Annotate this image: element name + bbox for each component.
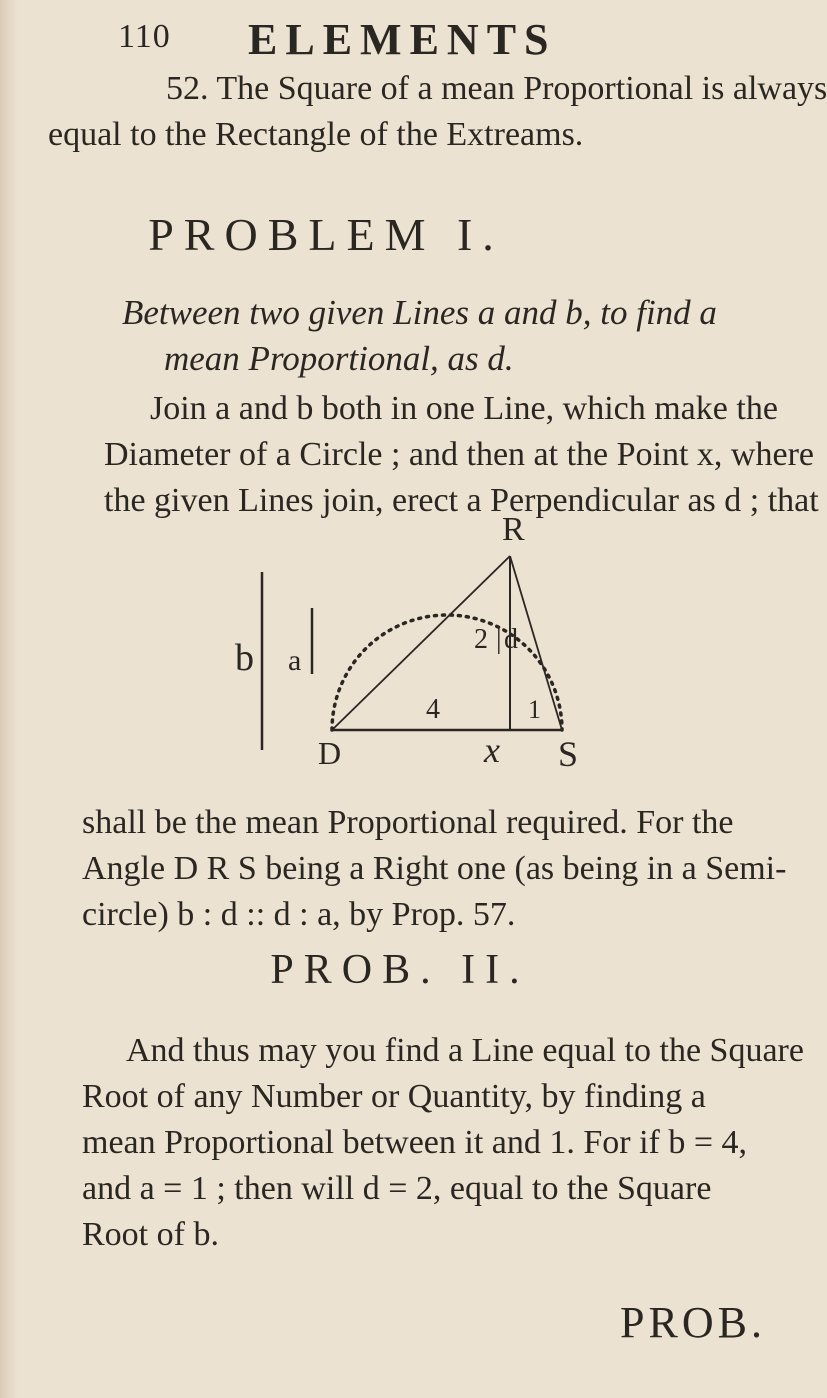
- section-52-line-1: 52. The Square of a mean Proportional is always: [166, 70, 827, 107]
- running-title: ELEMENTS: [248, 15, 557, 64]
- problem-2-heading: PROB. II.: [270, 947, 530, 993]
- problem-2-body-line-1: And thus may you find a Line equal to the Square: [126, 1032, 804, 1069]
- problem-1-body-line-2: Diameter of a Circle ; and then at the Point x, where: [104, 436, 814, 473]
- label-r: R: [502, 511, 525, 548]
- problem-1-statement-line-2: mean Proportional, as d.: [164, 339, 514, 378]
- problem-1-statement: [0, 290, 800, 382]
- problem-1-body-line-3: the given Lines join, erect a Perpendicular as d ; that: [104, 482, 819, 519]
- problem-1-conclusion-line-2: Angle D R S being a Right one (as being in a Semi-: [82, 850, 787, 887]
- label-separator: |: [496, 624, 502, 655]
- label-1: 1: [528, 695, 541, 724]
- label-b: b: [235, 637, 254, 679]
- problem-1-statement-line-1: Between two given Lines a and b, to find a: [122, 293, 717, 332]
- label-x: x: [484, 730, 500, 770]
- label-s: S: [558, 734, 579, 774]
- problem-1-body-line-1: Join a and b both in one Line, which make the: [150, 390, 778, 427]
- page-number: 110: [118, 18, 171, 55]
- catchword: [0, 1300, 800, 1346]
- problem-1-conclusion: [0, 800, 800, 938]
- section-52: [0, 66, 827, 158]
- catchword-text: PROB.: [620, 1298, 766, 1347]
- label-d: d: [504, 624, 518, 655]
- problem-1-conclusion-line-1: shall be the mean Proportional required. For the: [82, 804, 734, 841]
- label-2: 2: [474, 624, 488, 655]
- section-52-line-2: equal to the Rectangle of the Extreams.: [48, 116, 584, 153]
- problem-2-body: [0, 1028, 804, 1258]
- problem-2-body-line-5: Root of b.: [82, 1216, 219, 1253]
- label-d-point: D: [318, 735, 342, 771]
- semicircle-figure: [235, 498, 680, 784]
- label-a: a: [288, 644, 302, 677]
- label-4: 4: [426, 694, 440, 725]
- running-head: [0, 14, 800, 64]
- problem-2-body-line-4: and a = 1 ; then will d = 2, equal to the Square: [82, 1170, 712, 1207]
- problem-1-heading: PROBLEM I.: [148, 209, 504, 260]
- problem-2-body-line-2: Root of any Number or Quantity, by finding a: [82, 1078, 706, 1115]
- semicircle-diagram: [235, 498, 680, 784]
- problem-1-conclusion-line-3: circle) b : d :: d : a, by Prop. 57.: [82, 896, 516, 933]
- problem-2-body-line-3: mean Proportional between it and 1. For if b = 4,: [82, 1124, 748, 1161]
